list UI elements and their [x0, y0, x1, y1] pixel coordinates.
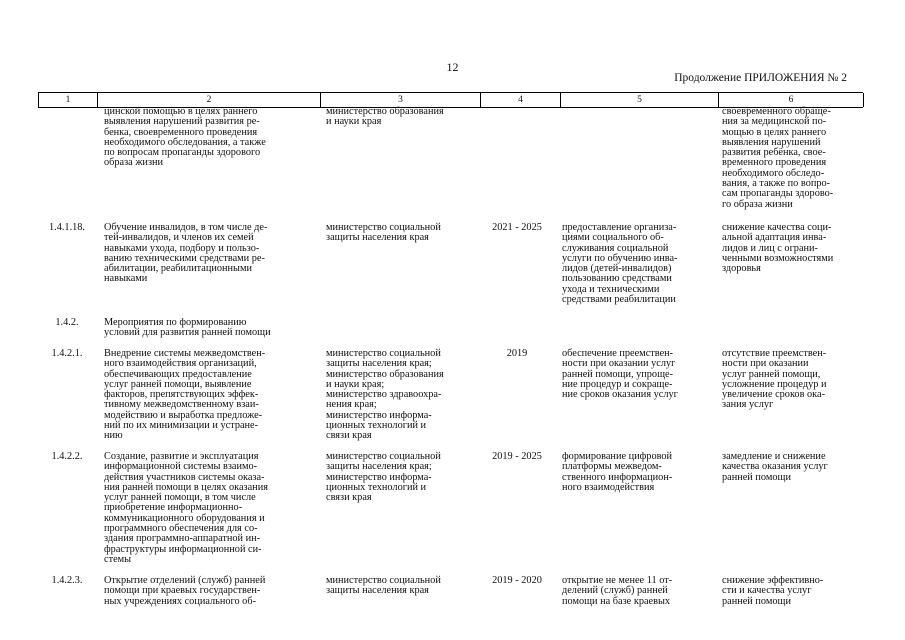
row-executor: министерство социальной защиты населения края	[326, 222, 441, 244]
row-result: предоставление организа- циями социального об- служивания социальной услуги по обучению инва- лидов (детей-инвалидов) пользованию средствами ухода и техническими средствами реабилитации	[562, 222, 678, 306]
continuation-title: Продолжение ПРИЛОЖЕНИЯ № 2	[674, 72, 847, 84]
row-executor: министерство социальной защиты населения края	[326, 575, 441, 597]
row-consequence: замедление и снижение качества оказания услуг ранней помощи	[722, 451, 828, 483]
row-number: 1.4.2.1.	[51, 348, 83, 359]
row-number: 1.4.2.3.	[51, 575, 83, 586]
row-period: 2019 - 2020	[492, 575, 542, 586]
column-header-5: 5	[560, 93, 718, 107]
row-result: открытие не менее 11 от- делений (служб) ранней помощи на базе краевых	[562, 575, 673, 607]
row-number: 1.4.2.	[55, 317, 79, 328]
row-consequence: своевременного обраще- ния за медицинской по- мощью в целях раннего выявления нарушений развития ребёнка, свое- временного проведения необходимого обследо- вания, а также по вопро- сам пропаганды здорово- го образа жизни	[722, 106, 834, 210]
row-consequence: снижение качества соци- альной адаптация инва- лидов и лиц с ограни- ченными возможностями здоровья	[722, 222, 834, 275]
page-number: 12	[446, 60, 459, 74]
row-consequence: снижение эффективно- сти и качества услуг ранней помощи	[722, 575, 824, 607]
row-measure: Обучение инвалидов, в том числе де- тей-инвалидов, и членов их семей навыками ухода, подбору и пользо- ванию техническими средствами ре- абилитации, реабилитационными навыками	[104, 222, 268, 285]
row-result: обеспечение преемствен- ности при оказании услуг ранней помощи, упроще- ние процедур и сокраще- ние сроков оказания услуг	[562, 348, 678, 401]
row-period: 2021 - 2025	[492, 222, 542, 233]
row-executor: министерство социальной защиты населения края; министерство образования и науки края; министерство здравоохра- нения края; министерство информа- ционных технологий и связи края	[326, 348, 444, 442]
row-measure: Мероприятия по формированию условий для развития ранней помощи	[104, 317, 271, 339]
row-measure: Внедрение системы межведомствен- ного взаимодействия организаций, обеспечивающих предоставление услуг ранней помощи, выявление факторов, препятствующих эффек- тивному межведомственному взаи- модействию и выработка предложе- ний по их минимизации и устране- нию	[104, 348, 266, 442]
row-executor: министерство социальной защиты населения края; министерство информа- ционных технологий и связи края	[326, 451, 441, 504]
row-measure: цинской помощью в целях раннего выявления нарушений развития ре- бенка, своевременного проведения необходимого обследования, а также по вопросам пропаганды здорового образа жизни	[104, 106, 266, 169]
column-header-3: 3	[320, 93, 480, 107]
column-header-6: 6	[718, 93, 864, 107]
row-measure: Создание, развитие и эксплуатация информационной системы взаимо- действия участников системы оказа- ния ранней помощи в целях оказания услуг ранней помощи, в том числе приобретение информационно- коммуникационного оборудования и программного обеспечения для со- здания программно-аппаратной ин- фраструктуры информационной си- стемы	[104, 451, 268, 565]
column-header-1: 1	[38, 93, 97, 107]
row-period: 2019 - 2025	[492, 451, 542, 462]
column-header-2: 2	[97, 93, 320, 107]
row-number: 1.4.1.18.	[48, 222, 86, 233]
row-measure: Открытие отделений (служб) ранней помощи при краевых государствен- ных учреждениях социального об-	[104, 575, 266, 607]
row-result: формирование цифровой платформы межведом- ственного информацион- ного взаимодействия	[562, 451, 673, 493]
column-header-4: 4	[480, 93, 560, 107]
row-period: 2019	[506, 348, 528, 359]
row-executor: министерство образования и науки края	[326, 106, 444, 128]
row-consequence: отсутствие преемствен- ности при оказании услуг ранней помощи, усложнение процедур и увеличение сроков ока- зания услуг	[722, 348, 827, 411]
row-number: 1.4.2.2.	[51, 451, 83, 462]
